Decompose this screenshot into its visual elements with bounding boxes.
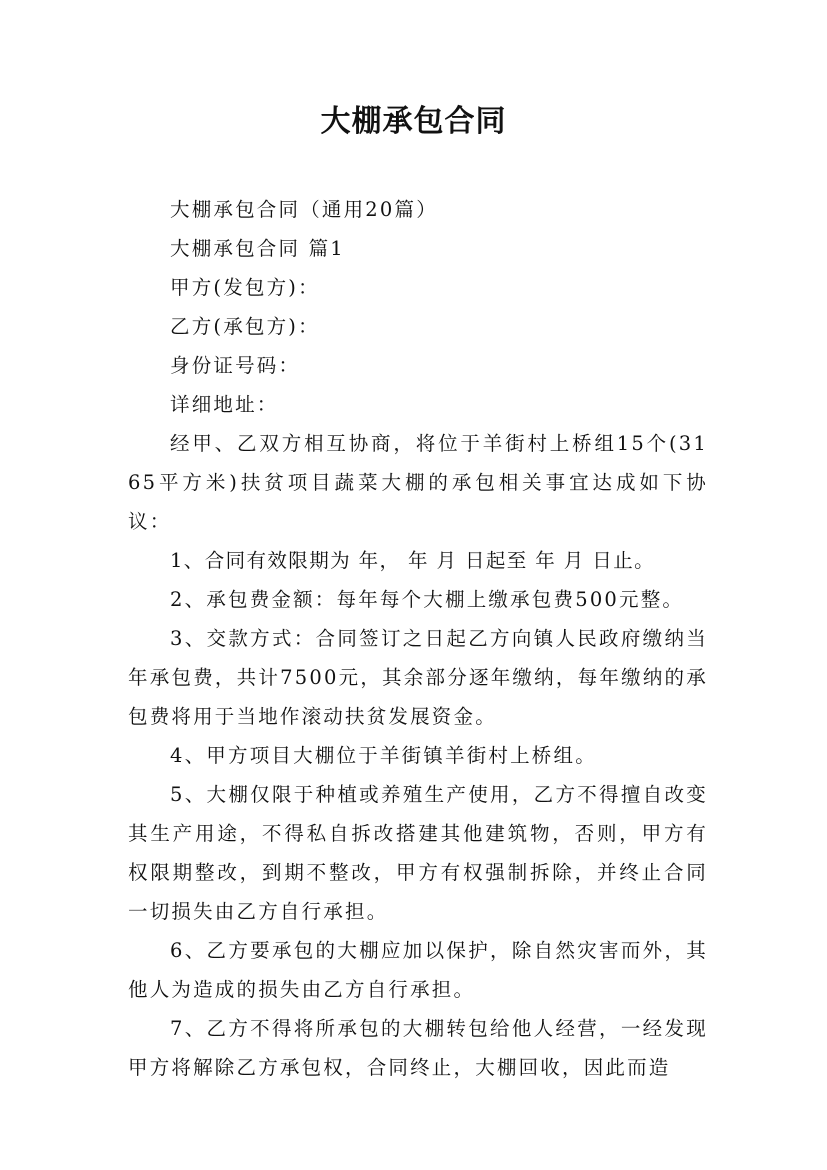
paragraph-address: 详细地址：	[170, 393, 279, 416]
paragraph-preamble: 经甲、乙双方相互协商，将位于羊街村上桥组15个(3165平方米)扶贫项目蔬菜大棚的承包相关事宜达成如下协议：	[128, 432, 708, 533]
paragraph-party-b: 乙方(承包方)：	[170, 315, 320, 338]
paragraph-clause-6: 6、乙方要承包的大棚应加以保护，除自然灾害而外，其他人为造成的损失由乙方自行承担。	[128, 939, 708, 1001]
paragraph-id-number: 身份证号码：	[170, 354, 301, 377]
paragraph-clause-5: 5、大棚仅限于种植或养殖生产使用，乙方不得擅自改变其生产用途，不得私自拆改搭建其他建筑物，否则，甲方有权限期整改，到期不整改，甲方有权强制拆除，并终止合同一切损失由乙方自行承担。	[128, 783, 708, 923]
paragraph-clause-3: 3、交款方式：合同签订之日起乙方向镇人民政府缴纳当年承包费，共计7500元，其余部分逐年缴纳，每年缴纳的承包费将用于当地作滚动扶贫发展资金。	[128, 627, 708, 728]
paragraph-clause-1: 1、合同有效限期为 年， 年 月 日起至 年 月 日止。	[170, 549, 655, 572]
paragraph-clause-7: 7、乙方不得将所承包的大棚转包给他人经营，一经发现甲方将解除乙方承包权，合同终止，大棚回收，因此而造	[128, 1017, 708, 1079]
paragraph-subtitle: 大棚承包合同（通用20篇）	[170, 198, 438, 221]
paragraph-section-heading: 大棚承包合同 篇1	[170, 237, 345, 260]
paragraph-clause-4: 4、甲方项目大棚位于羊街镇羊街村上桥组。	[170, 744, 597, 767]
document-title: 大棚承包合同	[320, 104, 507, 139]
document-body	[128, 190, 708, 1087]
paragraph-clause-2: 2、承包费金额：每年每个大棚上缴承包费500元整。	[170, 588, 685, 611]
paragraph-party-a: 甲方(发包方)：	[170, 276, 320, 299]
